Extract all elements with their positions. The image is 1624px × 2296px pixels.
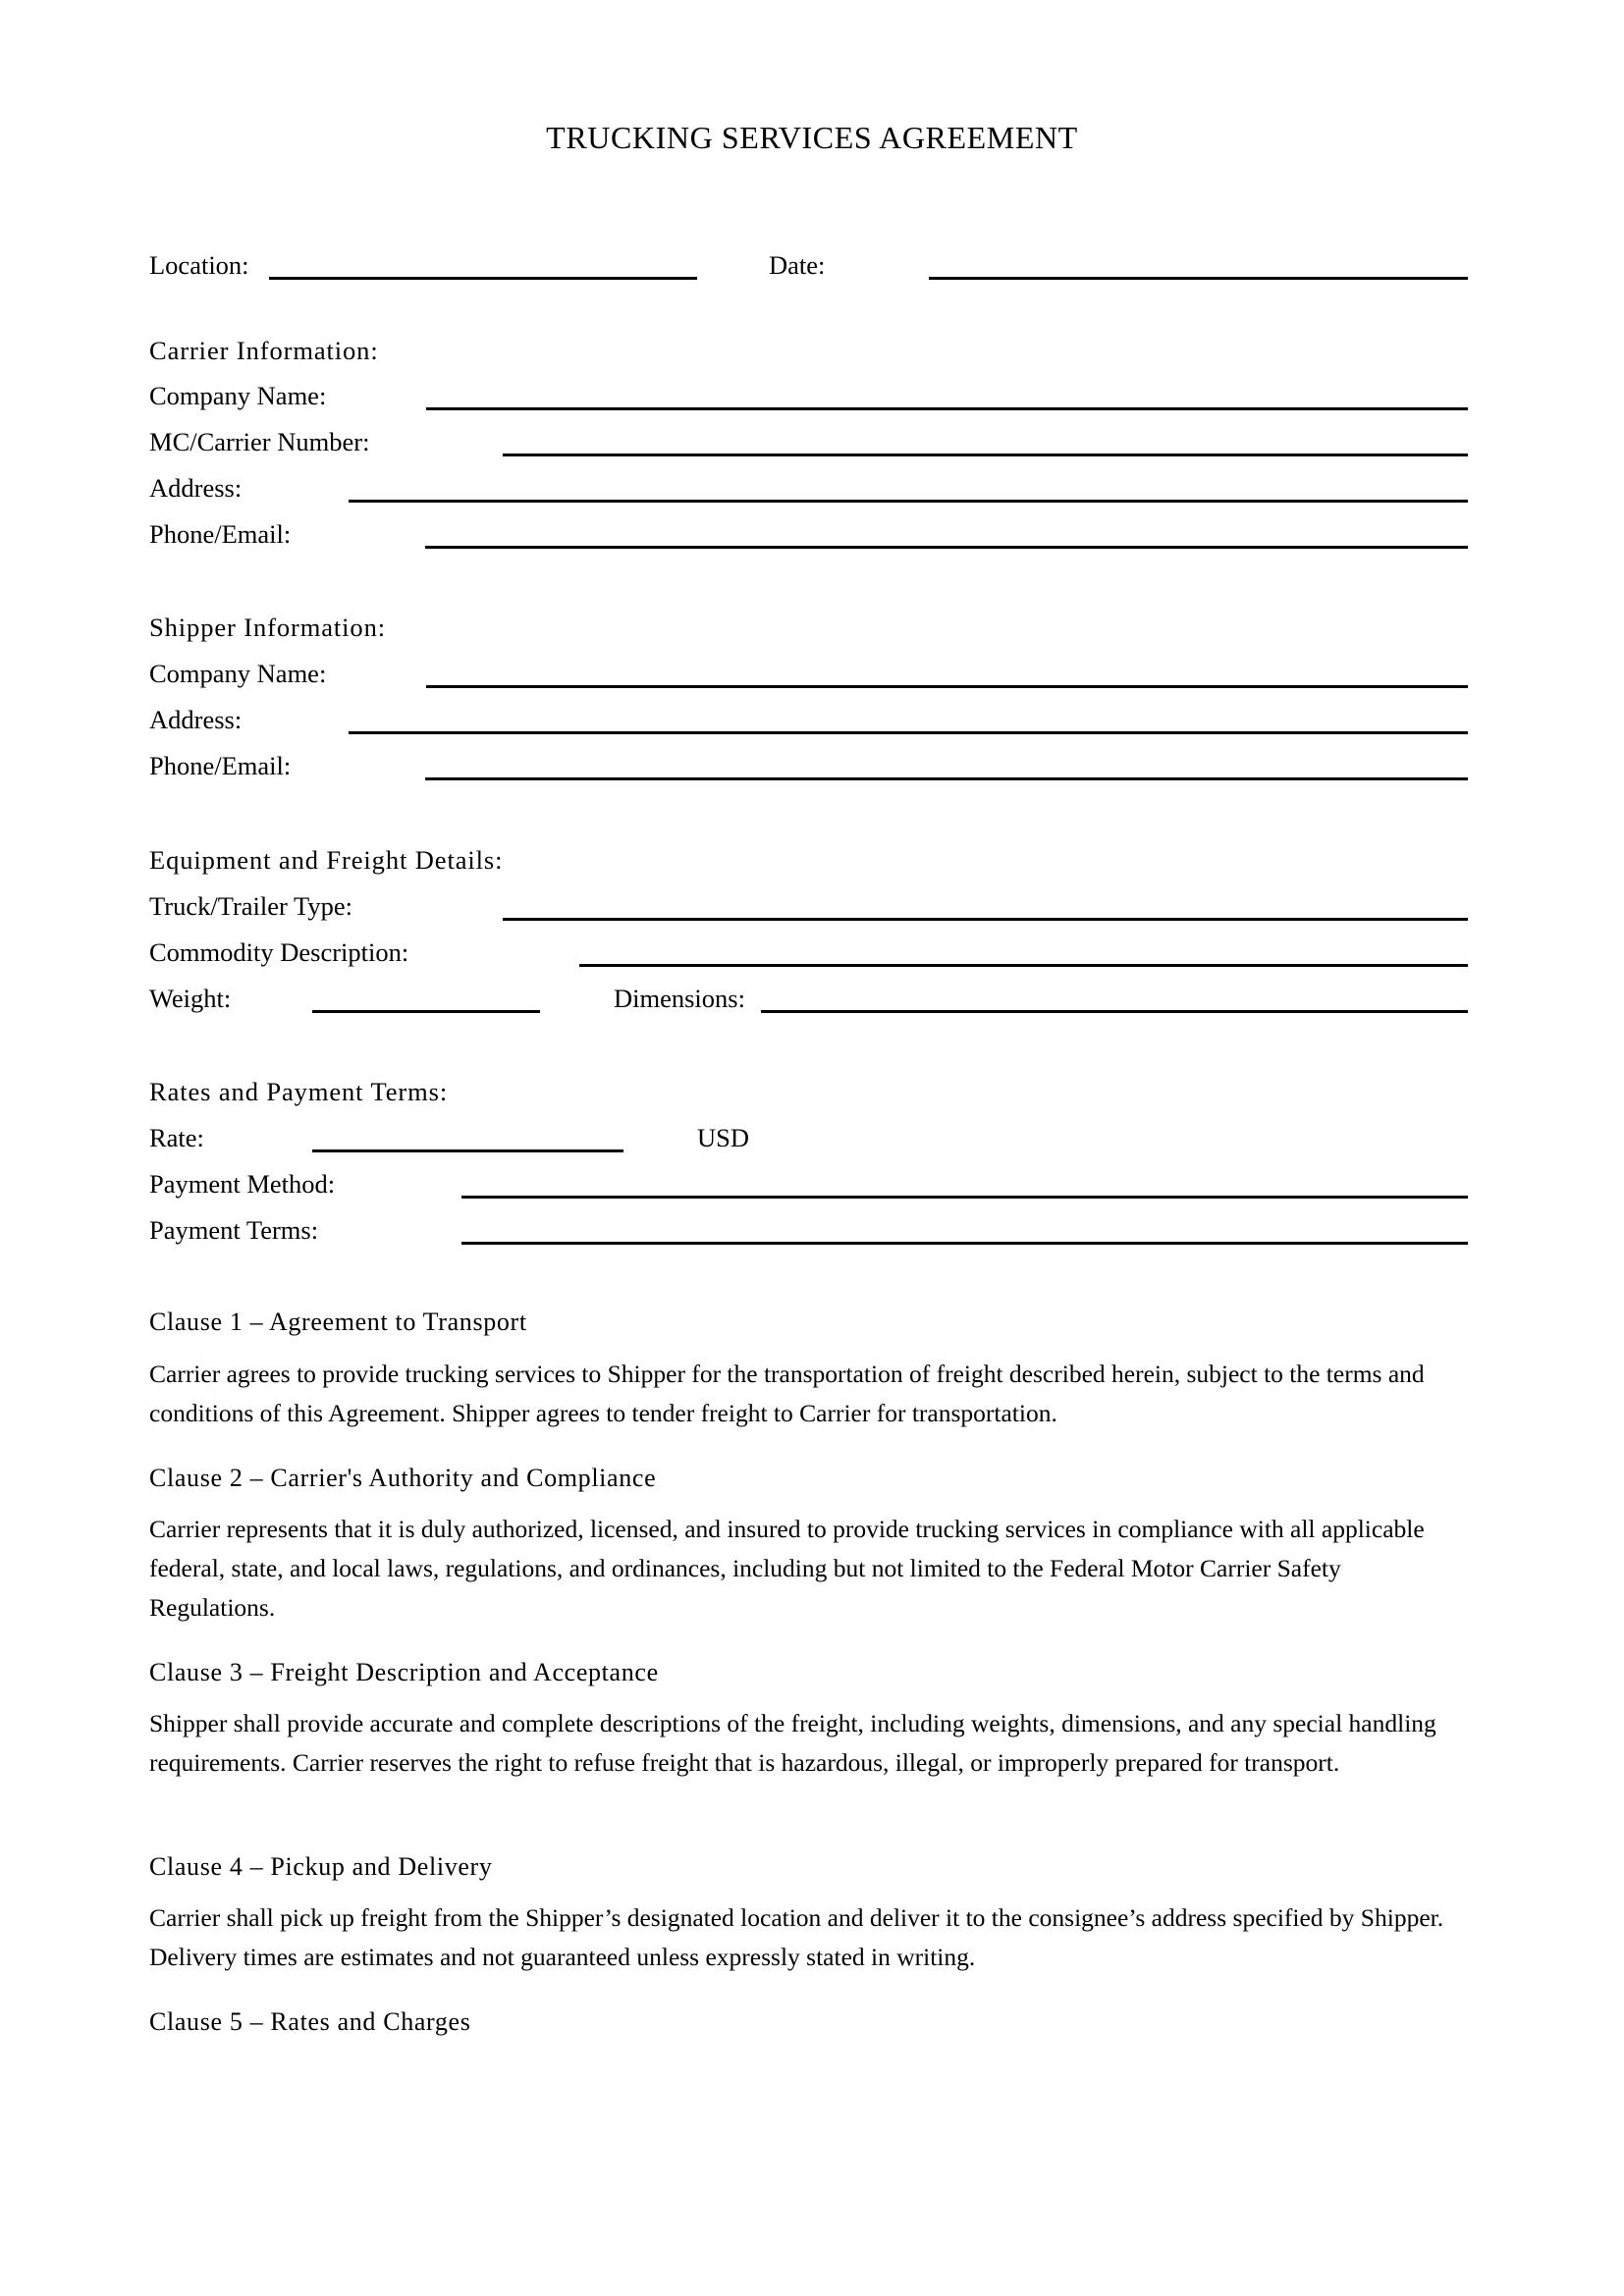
weight-label: Weight: [149, 984, 232, 1013]
carrier-information-heading: Carrier Information: [149, 336, 379, 365]
location-input-rule[interactable] [269, 277, 697, 280]
shipper-address-label: Address: [149, 705, 243, 734]
page-title: TRUCKING SERVICES AGREEMENT [546, 120, 1078, 155]
truck-trailer-type-rule[interactable] [503, 918, 1468, 921]
truck-trailer-type-label: Truck/Trailer Type: [149, 891, 352, 921]
rate-rule[interactable] [312, 1149, 623, 1152]
date-input-rule[interactable] [929, 277, 1468, 280]
carrier-company-name-rule[interactable] [426, 407, 1468, 410]
clause-3-heading: Clause 3 – Freight Description and Acceptance [149, 1658, 659, 1686]
clause-2-heading: Clause 2 – Carrier's Authority and Compliance [149, 1464, 657, 1492]
carrier-address-rule[interactable] [349, 500, 1468, 503]
rates-payment-heading: Rates and Payment Terms: [149, 1077, 449, 1106]
commodity-description-label: Commodity Description: [149, 937, 409, 967]
carrier-address-label: Address: [149, 473, 243, 503]
shipper-company-name-rule[interactable] [426, 685, 1468, 688]
clause-3-body: Shipper shall provide accurate and complete descriptions of the freight, including weights, dimensions, and any special handling requirements. Carrier reserves the right to refuse freight that is hazardous, illegal, or improperly prepared for transport. [149, 1709, 1436, 1777]
carrier-phone-email-label: Phone/Email: [149, 519, 292, 549]
shipper-phone-email-rule[interactable] [425, 777, 1468, 780]
dimensions-rule[interactable] [761, 1010, 1468, 1013]
rate-currency-label: USD [697, 1123, 750, 1152]
weight-rule[interactable] [312, 1010, 540, 1013]
clause-2-body: Carrier represents that it is duly authorized, licensed, and insured to provide trucking services in compliance with all applicable federal, state, and local laws, regulations, and ordinances, including but not limited to the Federal Motor Carrier Safety Regulations. [149, 1515, 1425, 1622]
shipper-information-heading: Shipper Information: [149, 613, 386, 642]
equipment-details-heading: Equipment and Freight Details: [149, 845, 504, 875]
carrier-mc-number-label: MC/Carrier Number: [149, 427, 370, 456]
clause-1-body: Carrier agrees to provide trucking services to Shipper for the transportation of freight described herein, subject to the terms and conditions of this Agreement. Shipper agrees to tender freight to Carrier for transportation. [149, 1360, 1425, 1427]
payment-method-rule[interactable] [461, 1196, 1468, 1199]
date-label: Date: [769, 250, 826, 280]
carrier-phone-email-rule[interactable] [425, 546, 1468, 549]
clause-4-heading: Clause 4 – Pickup and Delivery [149, 1852, 493, 1881]
shipper-company-name-label: Company Name: [149, 659, 327, 688]
dimensions-label: Dimensions: [614, 984, 745, 1013]
carrier-mc-number-rule[interactable] [503, 454, 1468, 456]
clause-1-heading: Clause 1 – Agreement to Transport [149, 1308, 527, 1336]
rate-label: Rate: [149, 1123, 204, 1152]
commodity-description-rule[interactable] [579, 964, 1468, 967]
payment-terms-rule[interactable] [461, 1242, 1468, 1245]
payment-terms-label: Payment Terms: [149, 1215, 319, 1245]
location-label: Location: [149, 250, 249, 280]
payment-method-label: Payment Method: [149, 1169, 336, 1199]
shipper-phone-email-label: Phone/Email: [149, 751, 292, 780]
clause-4-body: Carrier shall pick up freight from the Shipper’s designated location and deliver it to the consignee’s address specified by Shipper. Delivery times are estimates and not guaranteed unless expressly stated in writing. [149, 1903, 1444, 1971]
shipper-address-rule[interactable] [349, 731, 1468, 734]
carrier-company-name-label: Company Name: [149, 381, 327, 410]
clause-5-heading: Clause 5 – Rates and Charges [149, 2007, 471, 2036]
